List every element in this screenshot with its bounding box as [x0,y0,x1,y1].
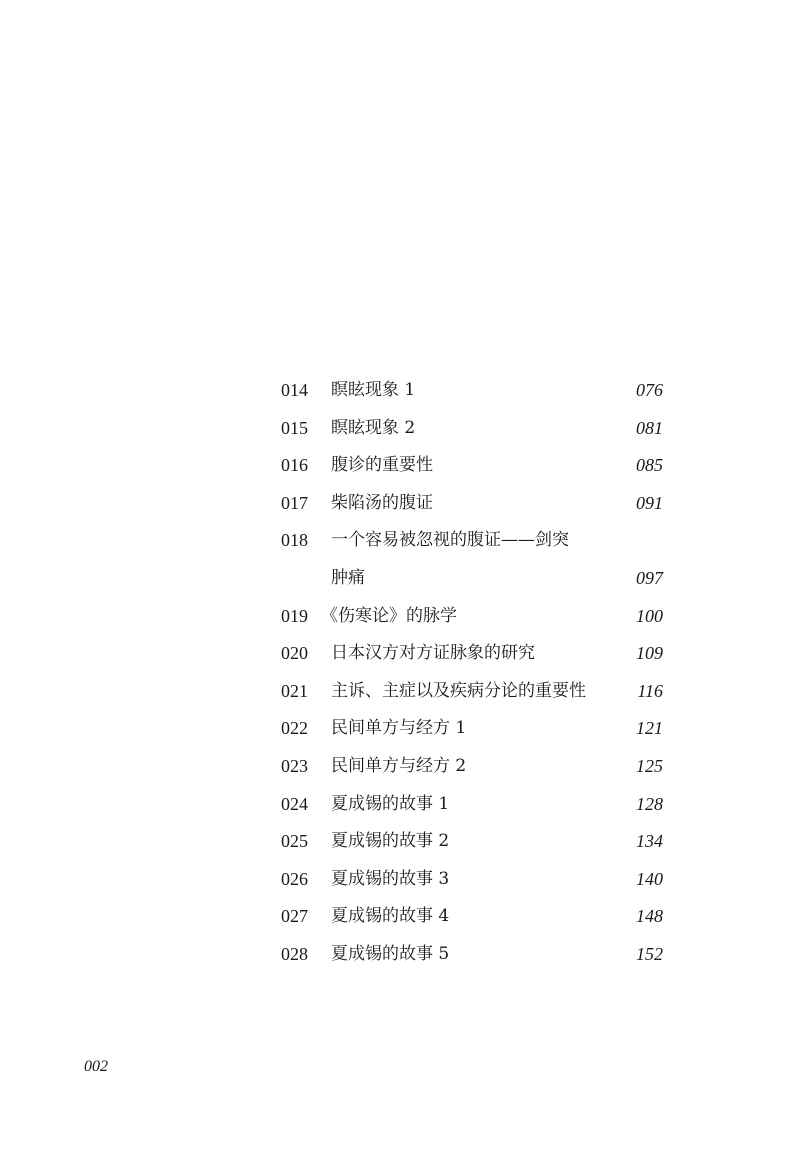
toc-entry-title: 腹诊的重要性 [331,455,433,476]
toc-entry-number: 020 [281,643,308,664]
toc-entry-title: 《伤寒论》的脉学 [321,605,457,626]
toc-entry-title: 瞑眩现象 2 [331,417,416,438]
toc-entry-title: 一个容易被忽视的腹证——剑突 [331,530,569,551]
toc-entry[interactable] [281,635,663,673]
toc-entry-title: 夏成锡的故事 3 [331,868,450,889]
toc-entry-number: 027 [281,906,308,927]
toc-entry-page: 140 [636,868,663,889]
toc-entry-title: 夏成锡的故事 1 [331,793,450,814]
toc-entry-title: 肿痛 [331,567,365,588]
toc-entry-number: 019 [281,605,308,626]
toc-entry-page: 097 [636,567,663,588]
toc-entry[interactable] [281,710,663,748]
toc-entry[interactable] [281,861,663,899]
toc-entry[interactable] [281,522,663,560]
table-of-contents [281,372,663,974]
toc-entry-page: 085 [636,455,663,476]
toc-entry-title: 民间单方与经方 1 [331,718,467,739]
toc-entry[interactable] [281,786,663,824]
toc-entry-page: 152 [636,943,663,964]
toc-entry[interactable] [281,936,663,974]
toc-entry-page: 134 [636,831,663,852]
toc-entry-number: 017 [281,492,308,513]
toc-entry-title: 主诉、主症以及疾病分论的重要性 [331,680,586,701]
toc-entry[interactable] [281,598,663,636]
toc-entry-page: 125 [636,755,663,776]
toc-entry-number: 023 [281,755,308,776]
toc-entry-title: 柴陷汤的腹证 [331,492,433,513]
toc-entry-page: 121 [636,718,663,739]
toc-entry[interactable] [281,823,663,861]
toc-entry-title: 日本汉方对方证脉象的研究 [331,643,535,664]
toc-entry[interactable] [281,485,663,523]
toc-entry-title: 夏成锡的故事 5 [331,943,450,964]
toc-entry-number: 026 [281,868,308,889]
toc-entry-number: 025 [281,831,308,852]
toc-entry-page: 076 [636,380,663,400]
toc-entry[interactable] [281,898,663,936]
toc-entry-title: 瞑眩现象 1 [331,380,416,400]
toc-entry[interactable] [281,673,663,711]
toc-entry-number: 015 [281,417,308,438]
toc-entry-page: 081 [636,417,663,438]
toc-entry-page: 100 [636,605,663,626]
toc-entry-number: 028 [281,943,308,964]
toc-entry-page: 128 [636,793,663,814]
toc-entry-page: 116 [637,680,663,701]
page-number: 002 [84,1058,108,1075]
toc-entry[interactable] [281,748,663,786]
toc-entry-page: 148 [636,906,663,927]
toc-entry-page: 091 [636,492,663,513]
toc-entry-title: 民间单方与经方 2 [331,755,467,776]
toc-entry-continuation[interactable] [281,560,663,598]
toc-entry[interactable] [281,372,663,410]
toc-entry-number: 021 [281,680,308,701]
toc-entry-title: 夏成锡的故事 2 [331,831,450,852]
toc-entry-number: 018 [281,530,308,551]
toc-entry[interactable] [281,447,663,485]
toc-entry-title: 夏成锡的故事 4 [331,906,450,927]
toc-entry-number: 024 [281,793,308,814]
toc-entry-number: 014 [281,380,308,400]
toc-entry[interactable] [281,410,663,448]
toc-entry-page: 109 [636,643,663,664]
toc-entry-number: 022 [281,718,308,739]
toc-entry-number: 016 [281,455,308,476]
